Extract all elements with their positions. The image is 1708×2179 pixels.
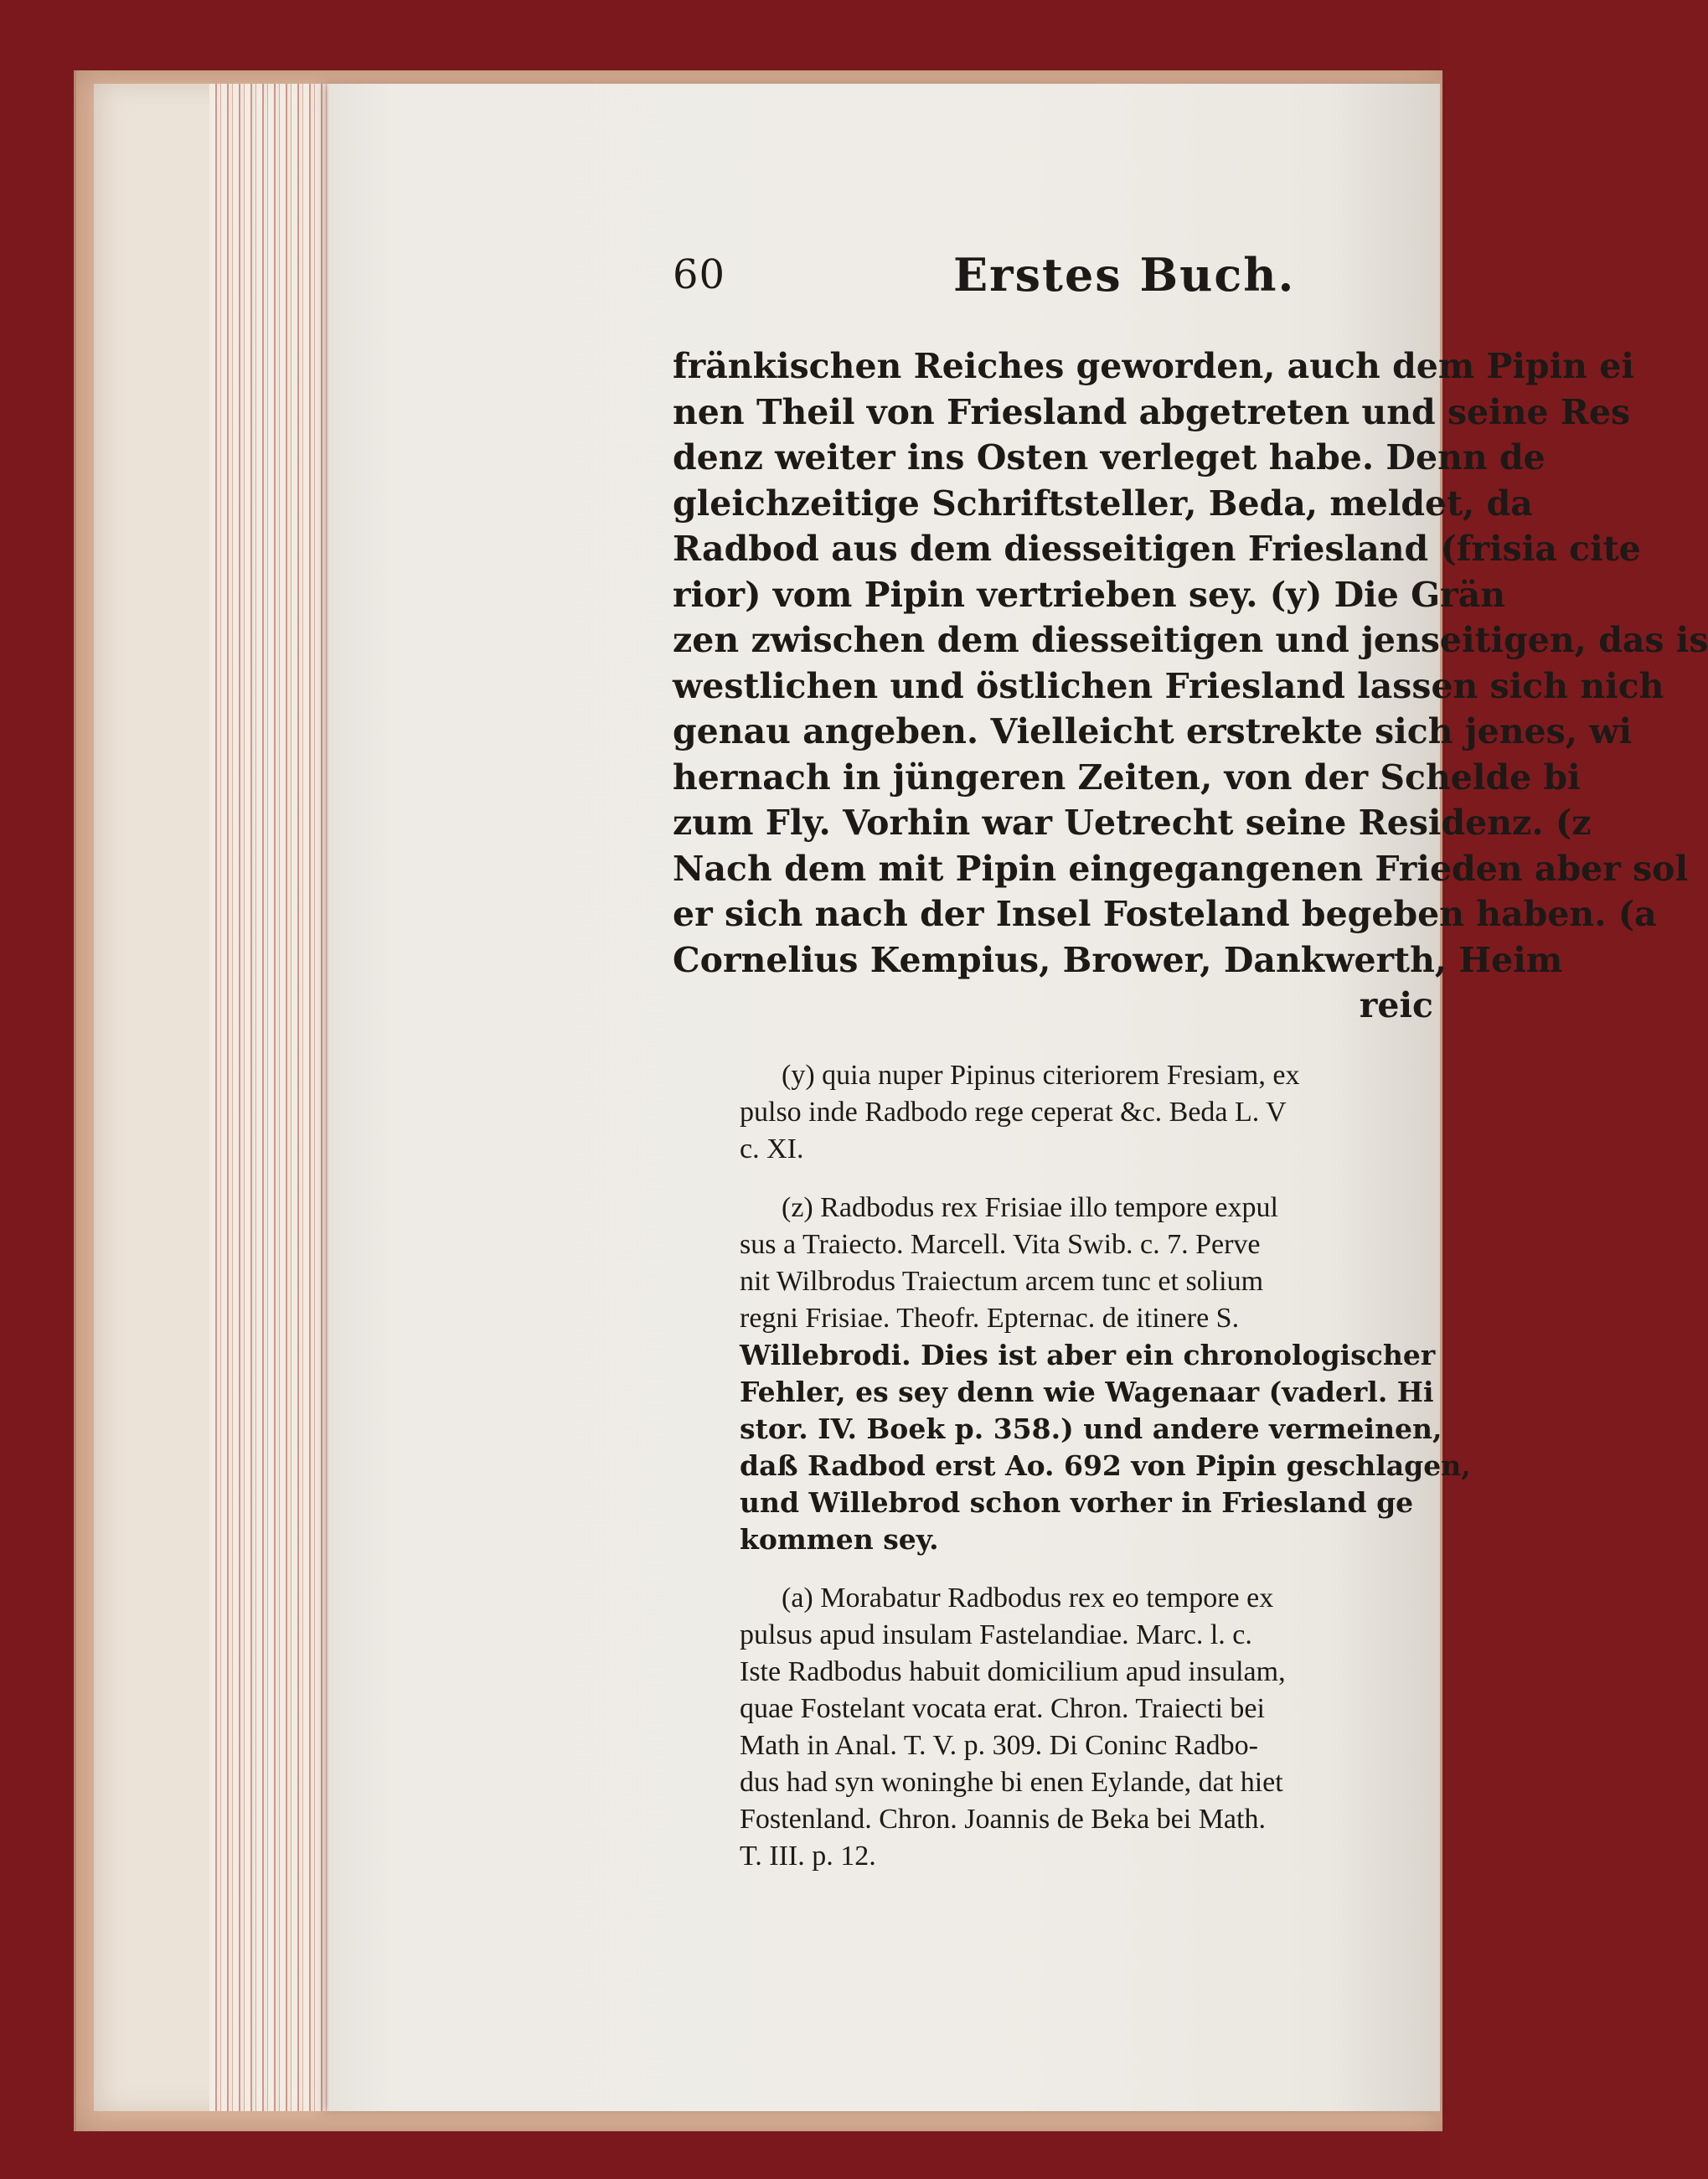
footnotes xyxy=(673,1057,1471,1875)
text-line: fränkischen Reiches geworden, auch dem Pipin ei xyxy=(673,346,1634,386)
text-line: denz weiter ins Osten verleget habe. Denn de xyxy=(673,437,1545,478)
footnote-line: Willebrodi. Dies ist aber ein chronologischer xyxy=(740,1338,1436,1371)
footnote-line: Math in Anal. T. V. p. 309. Di Coninc Radbo- xyxy=(740,1729,1258,1761)
text-line: nen Theil von Friesland abgetreten und seine Res xyxy=(673,391,1631,432)
text-line: rior) vom Pipin vertrieben sey. (y) Die Grän xyxy=(673,574,1506,615)
footnote-line: Fostenland. Chron. Joannis de Beka bei Math. xyxy=(740,1803,1266,1835)
text-block xyxy=(673,248,1708,1897)
text-line: Nach dem mit Pipin eingegangenen Frieden aber sol xyxy=(673,848,1689,889)
text-line: zum Fly. Vorhin war Uetrecht seine Residenz. (z xyxy=(673,803,1592,843)
footnote-line: pulso inde Radbodo rege ceperat &c. Beda L. V xyxy=(740,1096,1287,1128)
page-number: 60 xyxy=(673,251,726,298)
footnote-line: sus a Traiecto. Marcell. Vita Swib. c. 7. Perve xyxy=(740,1228,1261,1260)
text-line: gleichzeitige Schriftsteller, Beda, meldet, da xyxy=(673,483,1533,524)
footnote-line: quae Fostelant vocata erat. Chron. Traiecti bei xyxy=(740,1692,1265,1724)
text-line: hernach in jüngeren Zeiten, von der Schelde bi xyxy=(673,756,1581,798)
footnote-line: kommen sey. xyxy=(740,1522,939,1556)
footnote-line: dus had syn woninghe bi enen Eylande, dat hiet xyxy=(740,1766,1283,1798)
footnote-line: und Willebrod schon vorher in Friesland ge xyxy=(740,1485,1414,1519)
text-line: westlichen und östlichen Friesland lassen sich nich xyxy=(673,665,1664,706)
footnote-line: c. XI. xyxy=(740,1133,804,1164)
footnote-line: pulsus apud insulam Fastelandiae. Marc. l. c. xyxy=(740,1619,1252,1650)
footnote-line: (y) quia nuper Pipinus citeriorem Fresiam, ex xyxy=(782,1059,1300,1091)
text-line: Cornelius Kempius, Brower, Dankwerth, Heim xyxy=(673,939,1563,980)
footnote-line: nit Wilbrodus Traiectum arcem tunc et solium xyxy=(740,1265,1264,1297)
page-header xyxy=(673,248,1440,327)
footnote-line: regni Frisiae. Theofr. Epternac. de itinere S. xyxy=(740,1302,1240,1334)
footnote-line: (z) Radbodus rex Frisiae illo tempore expul xyxy=(782,1191,1278,1223)
footnote-y xyxy=(673,1057,1440,1168)
footnote-a xyxy=(673,1580,1440,1875)
footnote-line: stor. IV. Boek p. 358.) und andere vermeinen, xyxy=(740,1412,1442,1445)
footnote-line: Iste Radbodus habuit domicilium apud insulam, xyxy=(740,1655,1286,1687)
text-line: genau angeben. Vielleicht erstrekte sich jenes, wi xyxy=(673,711,1633,751)
text-line: Radbod aus dem diesseitigen Friesland (frisia cite xyxy=(673,529,1641,569)
running-head: Erstes Buch. xyxy=(953,248,1296,302)
text-line: er sich nach der Insel Fosteland begeben haben. (a xyxy=(673,894,1657,934)
footnote-line: T. III. p. 12. xyxy=(740,1840,876,1872)
footnote-z xyxy=(673,1190,1471,1558)
footnote-line: Fehler, es sey denn wie Wagenaar (vaderl. Hi xyxy=(740,1375,1434,1408)
footnote-line: daß Radbod erst Ao. 692 von Pipin geschlagen, xyxy=(740,1448,1471,1482)
text-line: zen zwischen dem diesseitigen und jenseitigen, das is xyxy=(673,620,1708,660)
main-text xyxy=(673,343,1708,1029)
footnote-line: (a) Morabatur Radbodus rex eo tempore ex xyxy=(782,1582,1274,1614)
catchword: reic xyxy=(1359,985,1433,1025)
page-edges xyxy=(209,84,343,2111)
